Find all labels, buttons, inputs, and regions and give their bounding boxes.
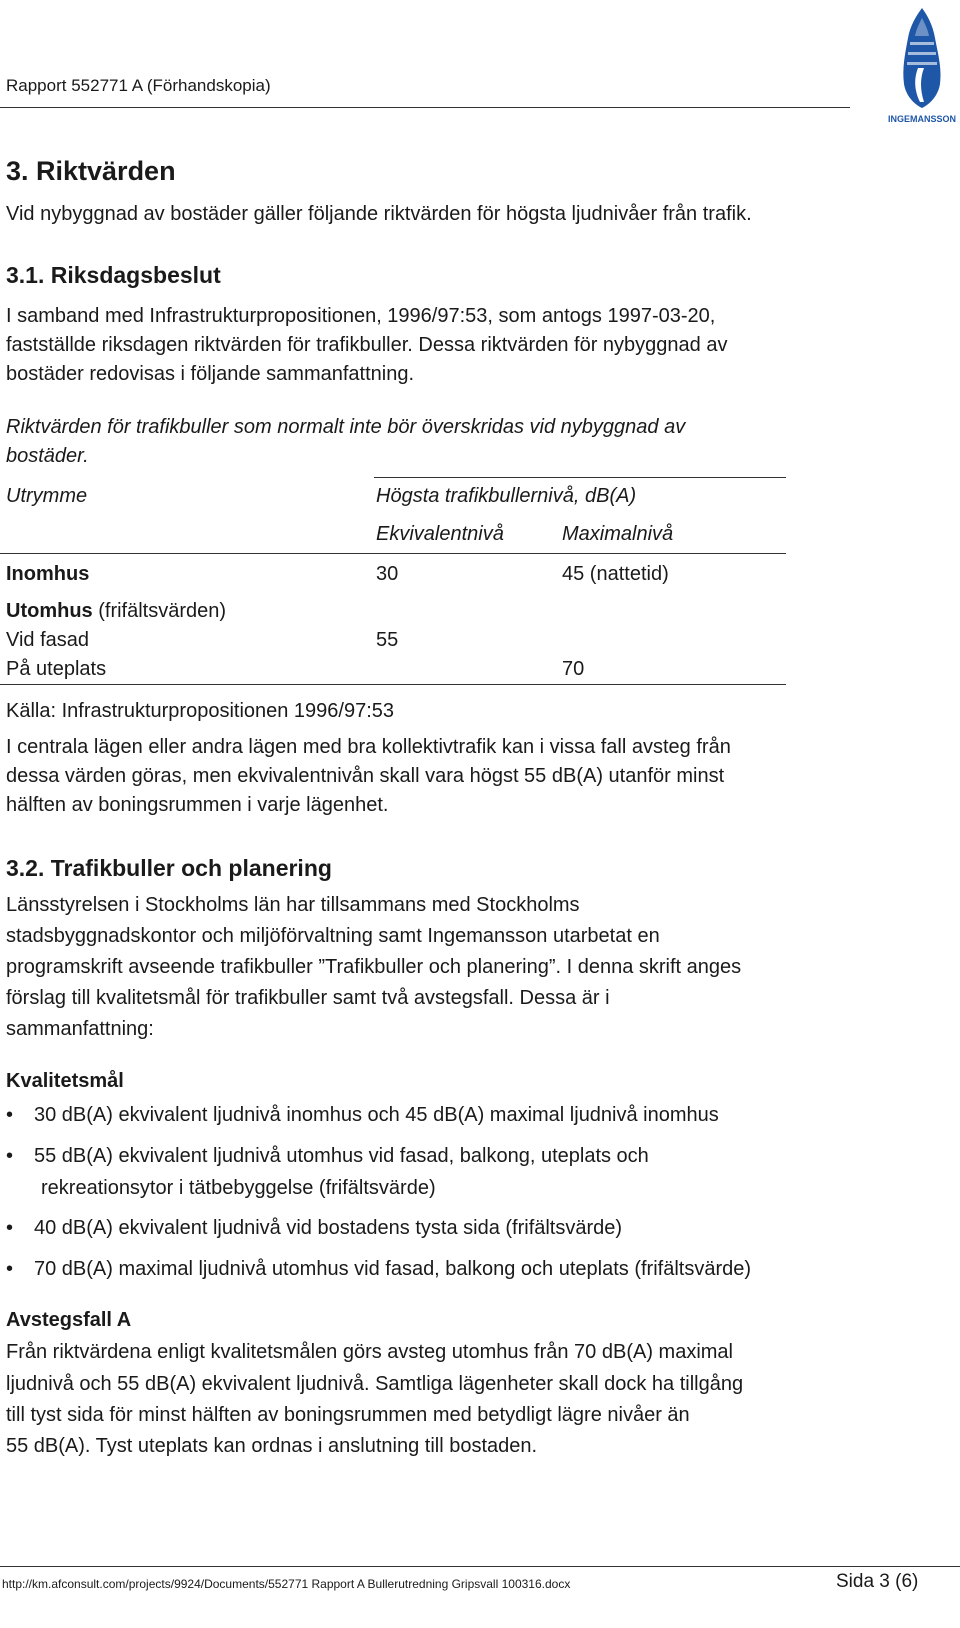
- table-row-uteplats-label: På uteplats: [6, 658, 107, 680]
- section-31-note-line: hälften av boningsrummen i varje lägenhet.: [6, 794, 389, 816]
- list-item: • 30 dB(A) ekvivalent ljudnivå inomhus och 45 dB(A) maximal ljudnivå inomhus: [34, 1100, 719, 1130]
- section-32-para-line: förslag till kvalitetsmål för trafikbuller samt två avstegsfall. Dessa är i: [6, 987, 610, 1009]
- shell-icon: [888, 6, 956, 126]
- section-32-para-line: programskrift avseende trafikbuller ”Trafikbuller och planering”. I denna skrift anges: [6, 956, 742, 978]
- table-row-fasad-label: Vid fasad: [6, 629, 90, 651]
- table-row-uteplats-max: 70: [562, 658, 585, 680]
- table-row-utomhus-label: Utomhus: [6, 600, 93, 622]
- avstegsfall-line: till tyst sida för minst hälften av boningsrummen med betydligt lägre nivåer än: [6, 1404, 690, 1426]
- avstegsfall-line: Från riktvärdena enligt kvalitetsmålen görs avsteg utomhus från 70 dB(A) maximal: [6, 1341, 733, 1363]
- section-31-para-line: I samband med Infrastrukturpropositionen, 1996/97:53, som antogs 1997-03-20,: [6, 305, 716, 327]
- avstegsfall-line: 55 dB(A). Tyst uteplats kan ordnas i anslutning till bostaden.: [6, 1435, 538, 1457]
- report-title: Rapport 552771 A (Förhandskopia): [6, 76, 271, 95]
- section-31-heading: 3.1. Riksdagsbeslut: [6, 262, 221, 288]
- list-item: • 55 dB(A) ekvivalent ljudnivå utomhus vid fasad, balkong, uteplats och: [34, 1141, 649, 1171]
- table-col-space: Utrymme: [6, 485, 88, 507]
- section-31-note-line: I centrala lägen eller andra lägen med bra kollektivtrafik kan i vissa fall avsteg från: [6, 736, 731, 758]
- avstegsfall-line: ljudnivå och 55 dB(A) ekvivalent ljudnivå. Samtliga lägenheter skall dock ha tillgång: [6, 1373, 744, 1395]
- table-col-eq: Ekvivalentnivå: [376, 523, 504, 545]
- header-rule: [0, 107, 850, 108]
- table-header-rule: [0, 553, 786, 554]
- table-caption-line: Riktvärden för trafikbuller som normalt inte bör överskridas vid nybyggnad av: [6, 416, 686, 438]
- section-31-para-line: fastställde riksdagen riktvärden för trafikbuller. Dessa riktvärden för nybyggnad av: [6, 334, 728, 356]
- table-caption-line: bostäder.: [6, 445, 89, 467]
- table-top-rule: [374, 477, 786, 478]
- table-row-fasad-eq: 55: [376, 629, 399, 651]
- list-item: • 40 dB(A) ekvivalent ljudnivå vid bostadens tysta sida (frifältsvärde): [34, 1213, 622, 1243]
- list-item: • 70 dB(A) maximal ljudnivå utomhus vid fasad, balkong och uteplats (frifältsvärde): [34, 1254, 751, 1284]
- section-31-note-line: dessa värden göras, men ekvivalentnivån skall vara högst 55 dB(A) utanför minst: [6, 765, 725, 787]
- svg-text:INGEMANSSON: INGEMANSSON: [888, 114, 956, 124]
- table-row-inomhus-eq: 30: [376, 563, 399, 585]
- footer-rule: [0, 1566, 960, 1567]
- table-row-inomhus-label: Inomhus: [6, 563, 90, 585]
- table-col-max: Maximalnivå: [562, 523, 674, 545]
- section-31-para-line: bostäder redovisas i följande sammanfattning.: [6, 363, 415, 385]
- ingemansson-logo: [888, 6, 956, 126]
- section-32-heading: 3.2. Trafikbuller och planering: [6, 855, 332, 881]
- list-item-continuation: rekreationsytor i tätbebyggelse (frifältsvärde): [41, 1177, 436, 1199]
- table-col-group: Högsta trafikbullernivå, dB(A): [376, 485, 637, 507]
- table-source: Källa: Infrastrukturpropositionen 1996/97:53: [6, 700, 395, 722]
- section-32-para-line: sammanfattning:: [6, 1018, 154, 1040]
- table-row-inomhus-max: 45 (nattetid): [562, 563, 669, 585]
- table-bottom-rule: [0, 684, 786, 685]
- page-number: Sida 3 (6): [836, 1571, 919, 1592]
- avstegsfall-heading: Avstegsfall A: [6, 1309, 132, 1331]
- section-32-para-line: stadsbyggnadskontor och miljöförvaltning samt Ingemansson utarbetat en: [6, 925, 660, 947]
- table-row-utomhus: [6, 596, 226, 626]
- table-row-utomhus-note: (frifältsvärden): [92, 600, 227, 622]
- section-3-heading: 3. Riktvärden: [6, 156, 176, 186]
- kvalitetsmal-heading: Kvalitetsmål: [6, 1070, 124, 1092]
- footer-path: http://km.afconsult.com/projects/9924/Documents/552771 Rapport A Bullerutredning Gripsvall 100316.docx: [2, 1577, 571, 1591]
- section-3-intro: Vid nybyggnad av bostäder gäller följande riktvärden för högsta ljudnivåer från trafik.: [6, 203, 752, 225]
- section-32-para-line: Länsstyrelsen i Stockholms län har tillsammans med Stockholms: [6, 894, 580, 916]
